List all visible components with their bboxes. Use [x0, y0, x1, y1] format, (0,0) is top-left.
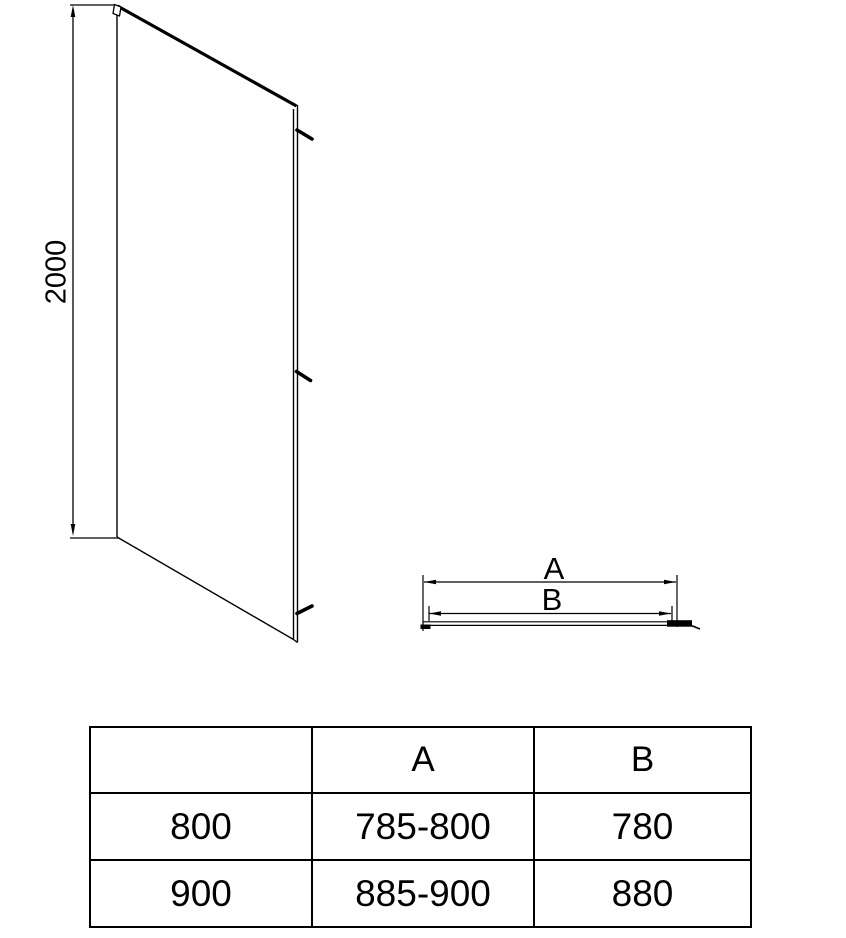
bracket-tail-line: [690, 625, 700, 629]
arrow-left-icon: [424, 580, 436, 585]
cell-a: 785-800: [312, 793, 534, 860]
header-size: [90, 727, 312, 793]
size-table: [89, 726, 752, 928]
cell-b: 780: [534, 793, 751, 860]
cell-b: 880: [534, 860, 751, 927]
bracket-tick-top: [297, 130, 312, 139]
header-a: A: [312, 727, 534, 793]
header-b: B: [534, 727, 751, 793]
panel-bottom-edge: [117, 537, 294, 640]
table-header-row: [90, 727, 751, 793]
arrow-down-icon: [71, 524, 76, 536]
table-row: [90, 793, 751, 860]
glass-panel: [113, 5, 298, 643]
arrow-up-icon: [71, 5, 76, 17]
panel-top-edge-bar: [118, 6, 297, 106]
cell-size: 900: [90, 860, 312, 927]
cell-size: 800: [90, 793, 312, 860]
wall-profile-top-cap: [113, 5, 121, 17]
arrow-right-icon: [664, 580, 676, 585]
height-dimension-label: 2000: [40, 239, 73, 305]
cell-a: 885-900: [312, 860, 534, 927]
bracket-tick-middle: [297, 372, 311, 381]
dimension-a-label: A: [543, 551, 565, 586]
wall-bracket-top-view: [667, 620, 692, 627]
top-view-dimensions: [423, 551, 677, 631]
bar-left-end-cap: [421, 625, 431, 630]
bracket-tick-bottom: [297, 606, 312, 614]
arrow-left-icon: [429, 611, 441, 616]
dimension-b-label: B: [541, 582, 563, 617]
height-dimension: [41, 5, 119, 538]
wall-brackets: [297, 130, 313, 614]
table-row: [90, 860, 751, 927]
arrow-right-icon: [659, 611, 671, 616]
glass-panel-top-view: [421, 620, 701, 629]
